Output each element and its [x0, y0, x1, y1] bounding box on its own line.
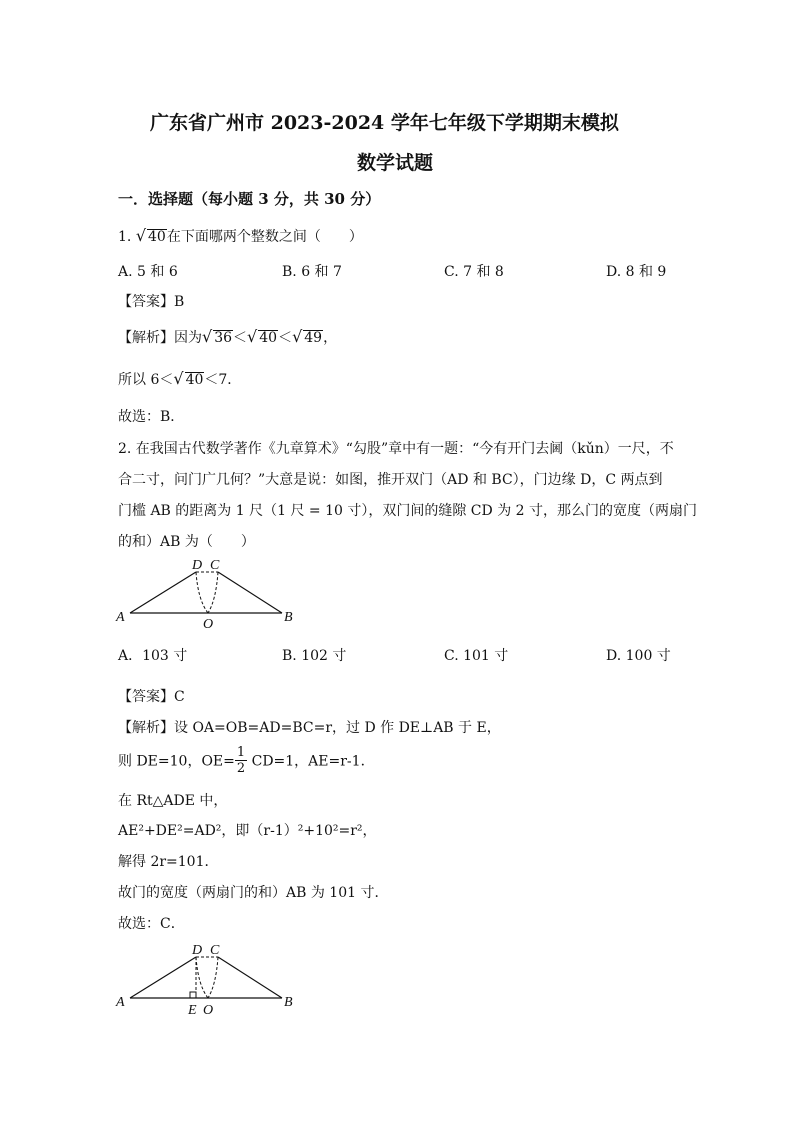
option-b: B. 102 寸: [282, 648, 347, 664]
option-c: C. 7 和 8: [444, 264, 504, 280]
conclusion-prefix: 所以 6＜: [118, 372, 174, 388]
analysis-text: CD=1，AE=r-1．: [251, 753, 375, 770]
answer: 【答案】B: [118, 294, 185, 310]
option-d: D. 100 寸: [606, 648, 671, 664]
question-2-line: 门槛 AB 的距离为 1 尺（1 尺 = 10 寸），双门间的缝隙 CD 为 2 寸，那么门的宽度（两扇门: [118, 503, 698, 519]
choose-line: 故选：B．: [118, 409, 185, 425]
line-bc: [218, 572, 282, 613]
question-2-line: 的和）AB 为（ ）: [118, 534, 255, 550]
choose-line: 故选：C．: [118, 916, 185, 932]
question-text: 在下面哪两个整数之间（ ）: [166, 229, 363, 245]
analysis-text: 则 DE=10，OE=: [118, 753, 235, 770]
radical-sign-icon: √: [173, 369, 184, 388]
line-bc: [218, 957, 282, 998]
option-b: B. 6 和 7: [282, 264, 342, 280]
radicand: 36: [214, 330, 233, 346]
label-d: D: [192, 558, 203, 573]
right-angle-mark: [190, 992, 196, 998]
radicand: 40: [259, 330, 278, 346]
analysis-line: 故门的宽度（两扇门的和）AB 为 101 寸．: [118, 885, 389, 901]
option-c: C. 101 寸: [444, 648, 509, 664]
radical-sign-icon: √: [292, 327, 303, 346]
radicand: 40: [185, 372, 204, 388]
line-ad: [130, 957, 196, 998]
label-c: C: [210, 558, 220, 573]
label-o: O: [203, 617, 214, 632]
fraction: [235, 745, 247, 776]
analysis-line: AE²+DE²=AD²，即（r-1）²+10²=r²，: [118, 823, 377, 839]
label-b: B: [284, 610, 293, 625]
radical-sign-icon: √: [247, 327, 258, 346]
analysis-line: 在 Rt△ADE 中，: [118, 793, 228, 809]
radical-sign-icon: √: [135, 226, 147, 245]
page-title: 广东省广州市 2023-2024 学年七年级下学期期末模拟: [150, 112, 619, 134]
analysis-conclusion: [118, 369, 241, 389]
analysis-label: 【解析】因为: [118, 330, 202, 346]
label-b: B: [284, 995, 293, 1010]
conclusion-suffix: ＜7．: [204, 372, 242, 388]
option-a: A．103 寸: [118, 648, 188, 664]
label-e: E: [188, 1003, 197, 1018]
label-a: A: [116, 610, 125, 625]
arc-left: [196, 957, 208, 998]
section-heading: 一．选择题（每小题 3 分，共 30 分）: [118, 190, 381, 208]
less-than: ＜: [278, 330, 293, 346]
label-a: A: [116, 995, 125, 1010]
question-1-stem: [118, 226, 363, 246]
less-than: ＜: [233, 330, 248, 346]
question-number: 1.: [118, 229, 132, 245]
fraction-denominator: 2: [236, 761, 246, 776]
question-2-line: 2. 在我国古代数学著作《九章算术》“勾股”章中有一题：“今有开门去阃（kǔn）一尺，不: [118, 441, 674, 457]
door-figure-2: [110, 940, 310, 1020]
option-a: A. 5 和 6: [118, 264, 178, 280]
option-d: D. 8 和 9: [606, 264, 667, 280]
line-ad: [130, 572, 196, 613]
arc-right: [208, 957, 218, 998]
radicand: 49: [304, 330, 323, 346]
arc-right: [208, 572, 218, 613]
label-o: O: [203, 1003, 214, 1018]
question-2-line: 合二寸，问门广几何？”大意是说：如图，推开双门（AD 和 BC），门边缘 D，C 两点到: [118, 472, 663, 488]
label-d: D: [192, 943, 203, 958]
comma: ，: [323, 330, 338, 346]
page-subtitle: 数学试题: [357, 152, 434, 174]
radicand: 40: [148, 229, 166, 245]
label-c: C: [210, 943, 220, 958]
door-figure-1: [110, 555, 310, 635]
arc-left: [196, 572, 208, 613]
radical-sign-icon: √: [202, 327, 213, 346]
analysis-line: 解得 2r=101．: [118, 854, 219, 870]
analysis-line: [118, 327, 337, 347]
analysis-line: 【解析】设 OA=OB=AD=BC=r，过 D 作 DE⊥AB 于 E，: [118, 720, 501, 736]
answer: 【答案】C: [118, 689, 185, 705]
fraction-numerator: 1: [236, 745, 246, 760]
analysis-line: [118, 745, 375, 776]
